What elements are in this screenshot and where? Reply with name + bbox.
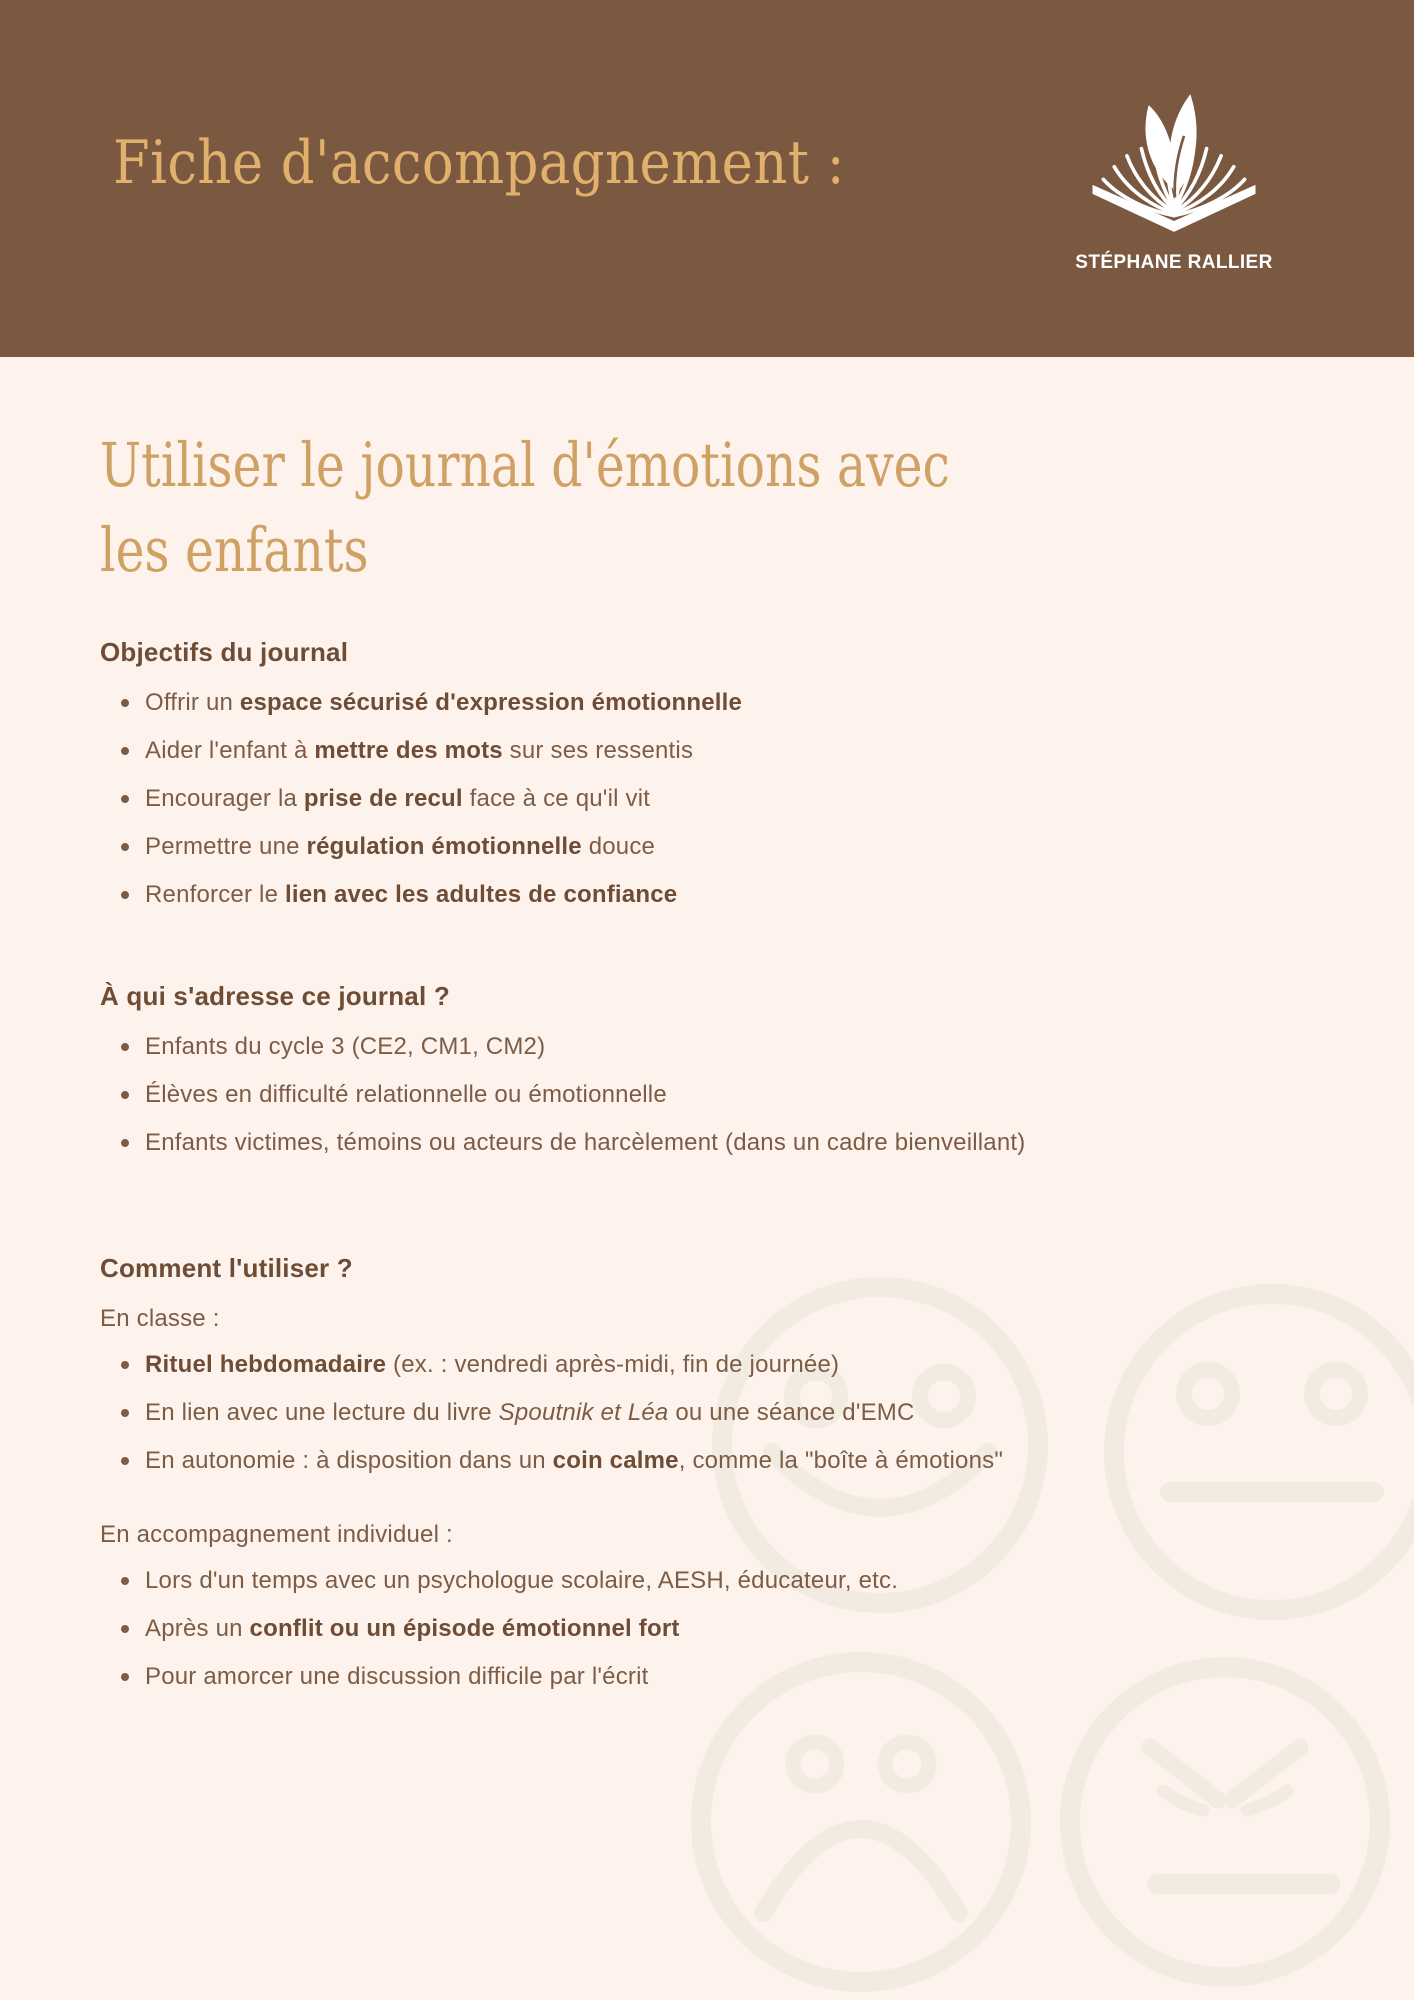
brand-name: STÉPHANE RALLIER — [1075, 252, 1273, 273]
text-segment: Lors d'un temps avec un psychologue scolaire, AESH, éducateur, etc. — [145, 1567, 899, 1594]
section-heading: À qui s'adresse ce journal ? — [100, 981, 450, 1011]
angry-face-icon — [1070, 1667, 1380, 1977]
intro-text: En accompagnement individuel : — [100, 1521, 453, 1548]
sad-face-icon — [701, 1662, 1021, 1982]
list-item — [100, 1032, 1360, 1062]
list-item — [100, 1128, 1360, 1158]
document-title-line2: les enfants — [100, 515, 369, 586]
text-segment: face à ce qu'il vit — [462, 785, 651, 812]
section-heading: Objectifs du journal — [100, 637, 349, 667]
text-segment: Enfants du cycle 3 (CE2, CM1, CM2) — [145, 1033, 546, 1060]
section — [100, 1252, 1360, 1710]
list-item — [100, 736, 1360, 766]
text-segment: ou une séance d'EMC — [668, 1399, 915, 1426]
text-segment: prise de recul — [303, 785, 463, 812]
text-segment: Pour amorcer une discussion difficile par l'écrit — [145, 1663, 649, 1690]
intro-text: En classe : — [100, 1305, 220, 1332]
text-segment: Renforcer le — [145, 881, 285, 908]
text-segment: douce — [581, 833, 656, 860]
bullet-list — [100, 1350, 1360, 1476]
text-segment: mettre des mots — [314, 737, 503, 764]
open-book-with-leaves-icon — [1074, 78, 1274, 250]
text-segment: sur ses ressentis — [502, 737, 694, 764]
text-segment: Après un — [145, 1615, 250, 1642]
page-title: Fiche d'accompagnement : — [113, 128, 845, 198]
section — [100, 636, 1360, 928]
list-item — [100, 1566, 1360, 1596]
list-item — [100, 1446, 1360, 1476]
list-item — [100, 1662, 1360, 1692]
text-segment: Élèves en difficulté relationnelle ou émotionnelle — [145, 1081, 667, 1108]
list-item — [100, 784, 1360, 814]
text-segment: , comme la "boîte à émotions" — [678, 1447, 1004, 1474]
list-item — [100, 688, 1360, 718]
section-heading: Comment l'utiliser ? — [100, 1253, 353, 1283]
text-segment: Enfants victimes, témoins ou acteurs de harcèlement (dans un cadre bienveillant) — [145, 1129, 1026, 1156]
text-segment: Aider l'enfant à — [145, 737, 315, 764]
text-segment: Rituel hebdomadaire — [145, 1351, 387, 1378]
document-title — [100, 423, 1162, 593]
text-segment: En autonomie : à disposition dans un — [145, 1447, 553, 1474]
text-segment: (ex. : vendredi après-midi, fin de journée) — [386, 1351, 840, 1378]
text-segment: Permettre une — [145, 833, 307, 860]
text-segment: Encourager la — [145, 785, 304, 812]
list-item — [100, 1350, 1360, 1380]
section — [100, 980, 1360, 1176]
brand-logo — [1072, 78, 1276, 274]
list-item — [100, 880, 1360, 910]
text-segment: lien avec les adultes de confiance — [285, 881, 678, 908]
bullet-list — [100, 688, 1360, 910]
text-segment: Offrir un — [145, 689, 240, 716]
text-segment: coin calme — [552, 1447, 679, 1474]
text-segment: espace sécurisé d'expression émotionnelle — [239, 689, 743, 716]
list-item — [100, 832, 1360, 862]
list-item — [100, 1080, 1360, 1110]
document-title-line1: Utiliser le journal d'émotions avec — [100, 430, 950, 501]
text-segment: Spoutnik et Léa — [498, 1399, 669, 1426]
bullet-list — [100, 1566, 1360, 1692]
text-segment: régulation émotionnelle — [306, 833, 582, 860]
header-band — [0, 0, 1414, 357]
list-item — [100, 1614, 1360, 1644]
text-segment: En lien avec une lecture du livre — [145, 1399, 499, 1426]
bullet-list — [100, 1032, 1360, 1158]
text-segment: conflit ou un épisode émotionnel fort — [249, 1615, 680, 1642]
list-item — [100, 1398, 1360, 1428]
